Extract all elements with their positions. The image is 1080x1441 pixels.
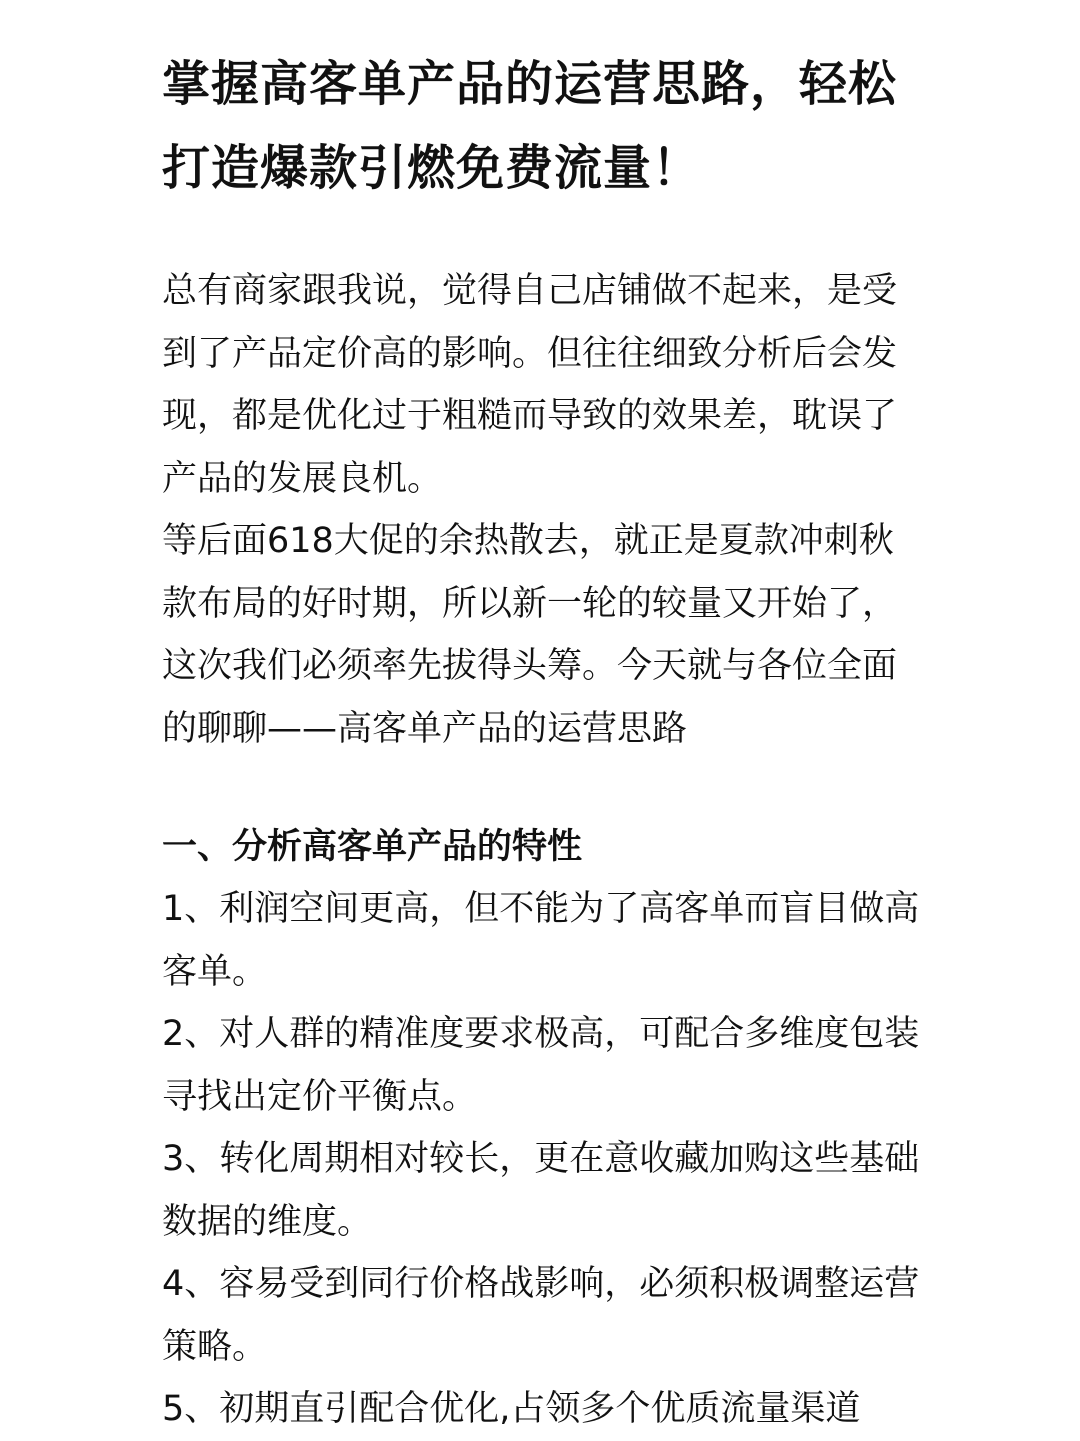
intro-text bbox=[162, 260, 922, 760]
intro-paragraph: 等后面618大促的余热散去，就正是夏款冲刺秋款布局的好时期，所以新一轮的较量又开始了，这次我们必须率先拔得头筹。今天就与各位全面的聊聊——高客单产品的运营思路 bbox=[162, 521, 898, 749]
list-item: 2、对人群的精准度要求极高，可配合多维度包装寻找出定价平衡点。 bbox=[162, 1014, 920, 1117]
list-item: 3、转化周期相对较长，更在意收藏加购这些基础数据的维度。 bbox=[162, 1139, 920, 1242]
list-item: 4、容易受到同行价格战影响，必须积极调整运营策略。 bbox=[162, 1264, 920, 1367]
intro-paragraph: 总有商家跟我说，觉得自己店铺做不起来，是受到了产品定价高的影响。但往往细致分析后会发现，都是优化过于粗糙而导致的效果差，耽误了产品的发展良机。 bbox=[162, 271, 898, 499]
feature-list bbox=[162, 878, 922, 1441]
list-item: 5、初期直引配合优化,占领多个优质流量渠道 bbox=[162, 1389, 861, 1429]
article-title: 掌握高客单产品的运营思路，轻松打造爆款引燃免费流量！ bbox=[162, 56, 898, 196]
section-heading: 一、分析高客单产品的特性 bbox=[162, 827, 583, 867]
list-item: 1、利润空间更高，但不能为了高客单而盲目做高客单。 bbox=[162, 889, 920, 992]
